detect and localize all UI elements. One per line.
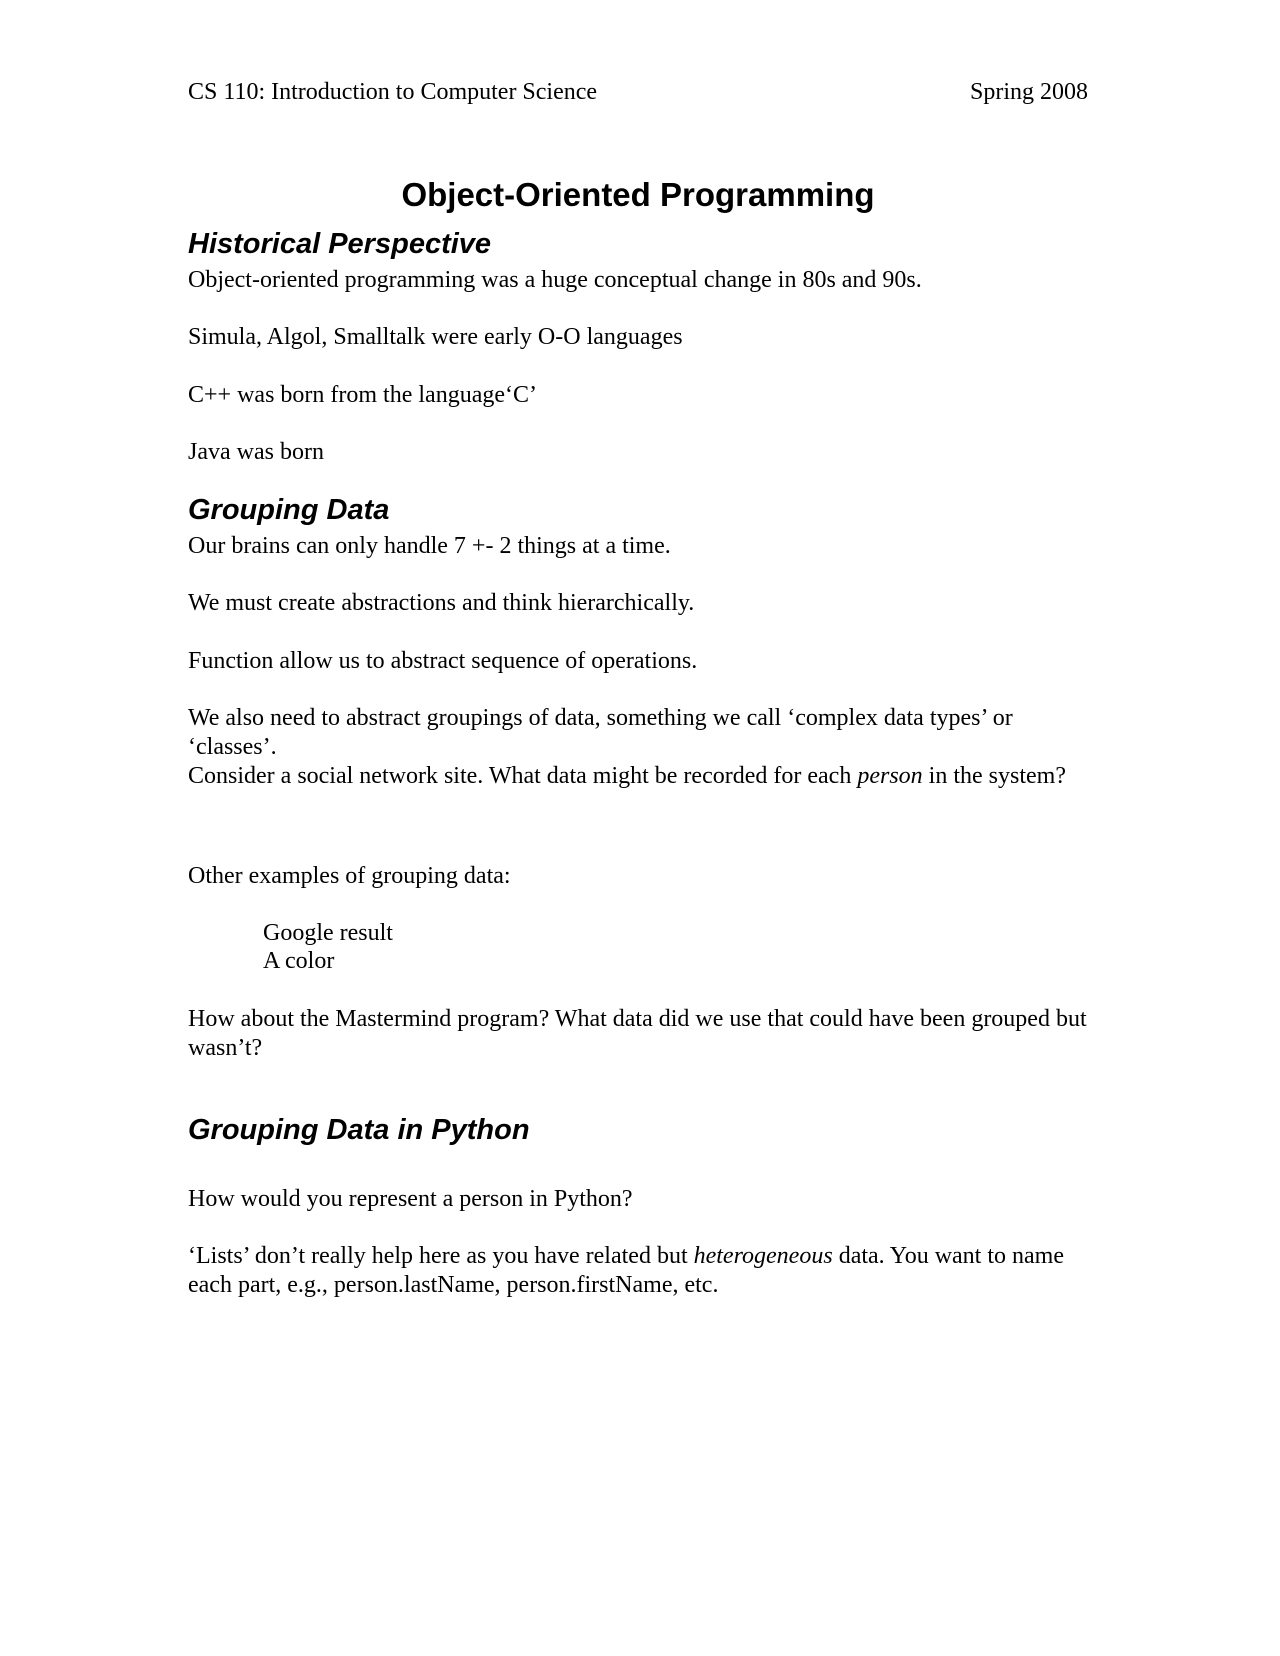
paragraph-represent-person: How would you represent a person in Python? (188, 1186, 633, 1212)
paragraph-complex-data-types: We also need to abstract groupings of data, something we call ‘complex data types’ or ‘classes’. (188, 705, 1013, 760)
lists-emphasis: heterogeneous (693, 1243, 833, 1269)
paragraph-early-languages: Simula, Algol, Smalltalk were early O-O languages (188, 324, 683, 350)
paragraph-cpp-born: C++ was born from the language‘C’ (188, 382, 537, 408)
paragraph-social-network (188, 762, 1088, 791)
lists-text-end: data. You want to name each part, e.g., person.lastName, person.firstName, etc. (188, 1243, 1064, 1298)
heading-grouping-data-python: Grouping Data in Python (188, 1114, 530, 1146)
paragraph-java-born: Java was born (188, 439, 324, 465)
heading-grouping-data: Grouping Data (188, 494, 390, 526)
example-item: A color (263, 948, 335, 974)
paragraph-lists (188, 1242, 1088, 1300)
page-title: Object-Oriented Programming (401, 176, 875, 213)
paragraph-mastermind: How about the Mastermind program? What data did we use that could have been grouped but wasn’t? (188, 1006, 1087, 1061)
social-network-text-start: Consider a social network site. What data might be recorded for each (188, 763, 858, 789)
term-label: Spring 2008 (969, 79, 1088, 105)
heading-historical-perspective: Historical Perspective (188, 228, 492, 260)
paragraph-brains: Our brains can only handle 7 +- 2 things at a time. (188, 533, 671, 559)
paragraph-abstractions: We must create abstractions and think hierarchically. (188, 590, 695, 616)
page-header (188, 72, 1088, 112)
social-network-text-end: in the system? (922, 763, 1066, 789)
example-item: Google result (263, 920, 393, 946)
paragraph-other-examples: Other examples of grouping data: (188, 863, 511, 889)
paragraph-oop-change: Object-oriented programming was a huge conceptual change in 80s and 90s. (188, 267, 922, 293)
course-name: CS 110: Introduction to Computer Science (188, 79, 598, 105)
lists-text-start: ‘Lists’ don’t really help here as you have related but (188, 1243, 694, 1269)
paragraph-functions: Function allow us to abstract sequence of operations. (188, 648, 698, 674)
social-network-emphasis: person (857, 763, 923, 789)
